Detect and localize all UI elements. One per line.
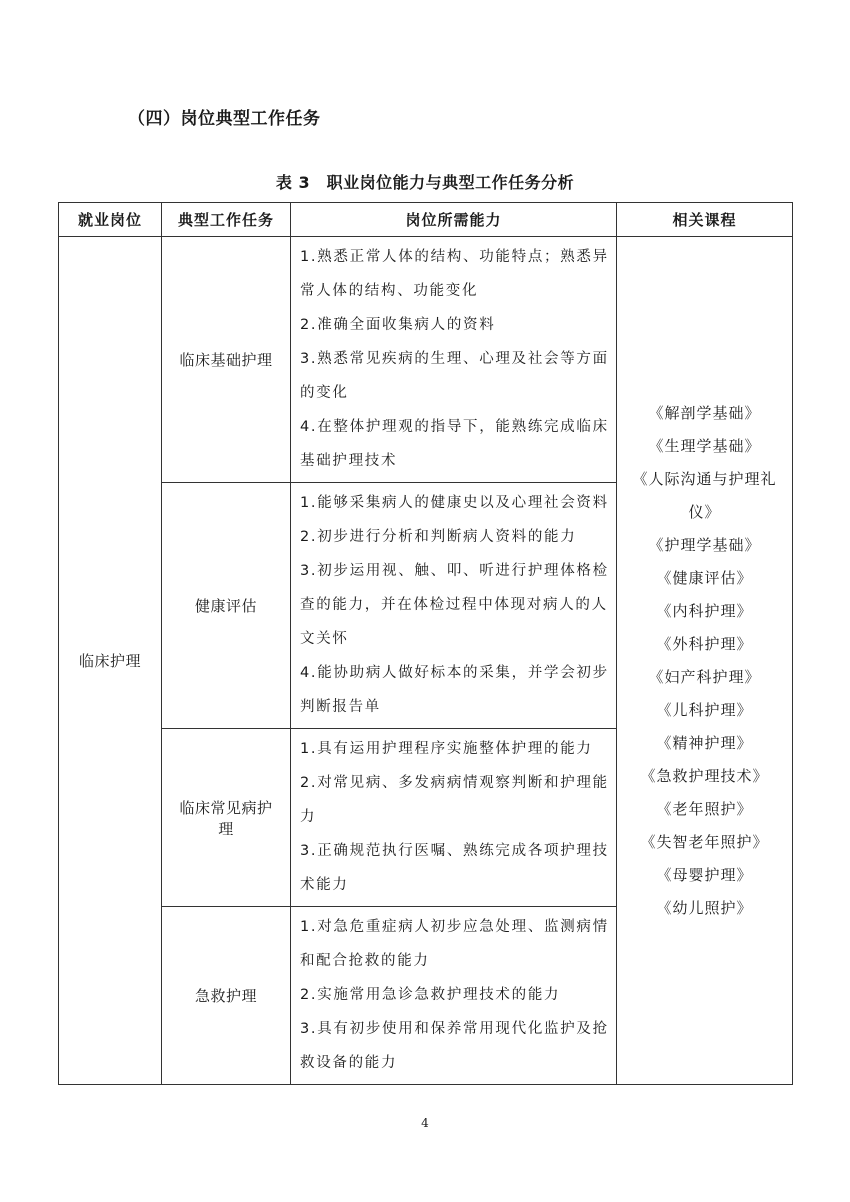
ability-cell <box>291 729 617 907</box>
course-item: 《儿科护理》 <box>656 700 753 719</box>
ability-item: 3.正确规范执行医嘱、熟练完成各项护理技术能力 <box>300 843 609 893</box>
course-item: 《人际沟通与护理礼仪》 <box>632 469 777 521</box>
ability-task-table <box>58 202 793 1085</box>
course-item: 《妇产科护理》 <box>648 667 761 686</box>
ability-cell <box>291 237 617 483</box>
course-item: 《健康评估》 <box>656 568 753 587</box>
header-ability: 岗位所需能力 <box>291 203 617 237</box>
header-position: 就业岗位 <box>59 203 162 237</box>
ability-item: 4.能协助病人做好标本的采集，并学会初步判断报告单 <box>300 665 609 715</box>
ability-item: 2.准确全面收集病人的资料 <box>300 317 496 333</box>
course-item: 《护理学基础》 <box>648 535 761 554</box>
table-header-row <box>59 203 793 237</box>
course-item: 《失智老年照护》 <box>640 832 769 851</box>
course-item: 《内科护理》 <box>656 601 753 620</box>
position-cell: 临床护理 <box>59 237 162 1085</box>
ability-item: 2.初步进行分析和判断病人资料的能力 <box>300 529 577 545</box>
course-item: 《母婴护理》 <box>656 865 753 884</box>
task-cell: 临床常见病护理 <box>162 729 291 907</box>
task-cell: 临床基础护理 <box>162 237 291 483</box>
course-item: 《幼儿照护》 <box>656 898 753 917</box>
ability-item: 1.熟悉正常人体的结构、功能特点；熟悉异常人体的结构、功能变化 <box>300 249 609 299</box>
task-cell: 急救护理 <box>162 907 291 1085</box>
course-item: 《解剖学基础》 <box>648 403 761 422</box>
ability-item: 3.熟悉常见疾病的生理、心理及社会等方面的变化 <box>300 351 609 401</box>
table-caption: 表 3 职业岗位能力与典型工作任务分析 <box>275 173 575 192</box>
header-courses: 相关课程 <box>617 203 793 237</box>
ability-item: 1.具有运用护理程序实施整体护理的能力 <box>300 741 593 757</box>
table-row <box>59 237 793 483</box>
section-heading: （四）岗位典型工作任务 <box>128 109 321 129</box>
ability-item: 2.实施常用急诊急救护理技术的能力 <box>300 987 561 1003</box>
task-cell: 健康评估 <box>162 483 291 729</box>
ability-cell <box>291 483 617 729</box>
course-item: 《生理学基础》 <box>648 436 761 455</box>
ability-item: 1.对急危重症病人初步应急处理、监测病情和配合抢救的能力 <box>300 919 609 969</box>
course-item: 《外科护理》 <box>656 634 753 653</box>
ability-item: 2.对常见病、多发病病情观察判断和护理能力 <box>300 775 609 825</box>
ability-item: 3.初步运用视、触、叩、听进行护理体格检查的能力，并在体检过程中体现对病人的人文关怀 <box>300 563 609 647</box>
page-number: 4 <box>421 1116 429 1130</box>
header-task: 典型工作任务 <box>162 203 291 237</box>
ability-item: 4.在整体护理观的指导下，能熟练完成临床基础护理技术 <box>300 419 609 469</box>
ability-item: 3.具有初步使用和保养常用现代化监护及抢救设备的能力 <box>300 1021 609 1071</box>
ability-item: 1.能够采集病人的健康史以及心理社会资料 <box>300 495 609 511</box>
course-item: 《老年照护》 <box>656 799 753 818</box>
course-item: 《急救护理技术》 <box>640 766 769 785</box>
course-item: 《精神护理》 <box>656 733 753 752</box>
ability-cell <box>291 907 617 1085</box>
courses-cell <box>617 237 793 1085</box>
